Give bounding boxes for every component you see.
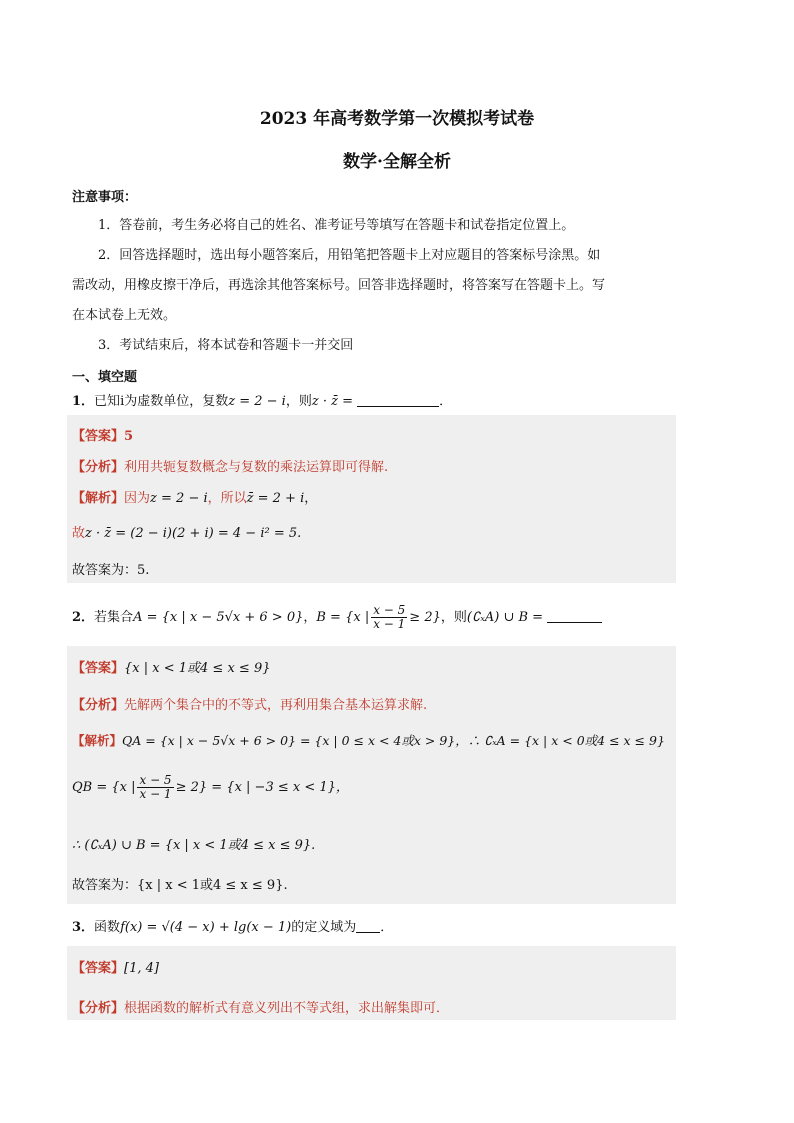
question-2-text: ，: [303, 610, 317, 625]
note-item-1: 1．答卷前，考生务必将自己的姓名、准考证号等填写在答题卡和试卷指定位置上。: [98, 218, 575, 233]
fraction-denominator: x − 1: [373, 617, 406, 631]
solution-text: ，: [304, 491, 318, 506]
solution-math: z̄ = 2 + i: [246, 491, 305, 506]
note-item-2-line-3: 在本试卷上无效。: [72, 308, 177, 323]
note-item-3: 3．考试结束后，将本试卷和答题卡一并交回: [98, 338, 354, 353]
solution-text: ，所以: [207, 491, 247, 506]
question-1-text: ，则: [285, 394, 312, 409]
question-1-i: i: [120, 394, 125, 409]
notes-heading: 注意事项：: [72, 190, 138, 205]
solution-tag: 【解析】: [72, 733, 123, 748]
q1-solution-line-2: [72, 522, 301, 541]
question-3-function: f(x) = √(4 − x) + lg(x − 1): [120, 920, 292, 935]
notes-list: [72, 211, 682, 361]
q2-conclusion: 故答案为：{x | x < 1或4 ≤ x ≤ 9}.: [72, 878, 288, 893]
solution-math: QB = {x |: [72, 780, 136, 795]
q2-analysis: [72, 694, 427, 713]
section-heading: 一、填空题: [72, 370, 138, 385]
fraction-numerator: x − 5: [373, 603, 406, 617]
q2-solution-line-3: [72, 834, 315, 853]
solution-math: ≥ 2} = {x | −3 ≤ x < 1}，: [175, 780, 349, 795]
question-2-set-b: ≥ 2}: [409, 610, 441, 625]
question-1-number: 1．: [72, 394, 95, 409]
solution-text: 因为: [124, 491, 151, 506]
question-1-text: 已知: [94, 394, 121, 409]
question-1: [72, 391, 452, 413]
analysis-tag: 【分析】: [72, 1001, 125, 1016]
solution-tag: 【解析】: [72, 491, 125, 506]
question-2: [72, 604, 602, 632]
analysis-tag: 【分析】: [72, 460, 125, 475]
fraction-numerator: x − 5: [139, 773, 172, 787]
q1-conclusion: 故答案为：5.: [72, 563, 150, 578]
analysis-text: 根据函数的解析式有意义列出不等式组，求出解集即可．: [124, 1001, 450, 1016]
fraction-denominator: x − 1: [139, 787, 172, 801]
answer-value: [1, 4]: [124, 961, 159, 976]
question-3: [72, 917, 393, 939]
solution-text: 故: [72, 526, 86, 541]
question-3-text: 函数: [94, 920, 121, 935]
answer-blank: [356, 918, 380, 933]
solution-math: ∴ (∁ₓA) ∪ B = {x | x < 1或4 ≤ x ≤ 9}.: [72, 838, 316, 853]
question-1-ask: z · z̄ =: [311, 394, 353, 409]
answer-tag: 【答案】: [72, 961, 125, 976]
note-item-2-line-1: 2．回答选择题时，选出每小题答案后，用铅笔把答题卡上对应题目的答案标号涂黑。如: [98, 248, 601, 263]
answer-tag: 【答案】: [72, 661, 125, 676]
question-2-set-b: B = {x |: [316, 610, 370, 625]
question-1-end: ．: [439, 394, 453, 409]
analysis-text: 先解两个集合中的不等式，再利用集合基本运算求解.: [124, 698, 428, 713]
question-3-end: ．: [380, 920, 394, 935]
question-3-number: 3．: [72, 920, 95, 935]
solution-math: z = 2 − i: [150, 491, 208, 506]
analysis-tag: 【分析】: [72, 698, 125, 713]
page-subtitle: 数学·全解全析: [343, 152, 451, 172]
page-title: 2023 年高考数学第一次模拟考试卷: [259, 109, 535, 129]
q3-analysis: [72, 997, 449, 1016]
question-2-text: ，则: [440, 610, 467, 625]
question-1-text: 为虚数单位，复数: [124, 394, 229, 409]
q2-answer: [72, 657, 270, 676]
answer-blank: [547, 608, 602, 623]
q1-solution: [72, 487, 317, 506]
q1-answer: [72, 425, 133, 444]
question-2-number: 2．: [72, 610, 95, 625]
note-item-2-line-2: 需改动，用橡皮擦干净后，再选涂其他答案标号。回答非选择题时，将答案写在答题卡上。写: [72, 278, 606, 293]
answer-value: {x | x < 1或4 ≤ x ≤ 9}: [124, 661, 271, 676]
answer-value: 5: [124, 429, 134, 444]
question-2-set-a: A = {x | x − 5√x + 6 > 0}: [133, 610, 304, 625]
question-3-text: 的定义域为: [291, 920, 357, 935]
question-2-text: 若集合: [94, 610, 134, 625]
q2-solution: [72, 731, 665, 749]
question-2-ask: (∁ₓA) ∪ B =: [466, 610, 544, 625]
q2-solution-line-2: [72, 774, 349, 802]
analysis-text: 利用共轭复数概念与复数的乘法运算即可得解.: [124, 460, 389, 475]
solution-math: z · z̄ = (2 − i)(2 + i) = 4 − i² = 5.: [85, 526, 302, 541]
solution-math: QA = {x | x − 5√x + 6 > 0} = {x | 0 ≤ x < 4或x > 9}，∴ ∁ₓA = {x | x < 0或4 ≤ x ≤ 9}: [122, 733, 665, 748]
q1-analysis: [72, 456, 388, 475]
fraction: [137, 774, 173, 801]
question-1-z: z = 2 − i: [228, 394, 286, 409]
fraction: [371, 604, 407, 631]
answer-blank: [357, 392, 439, 407]
q3-answer: [72, 957, 159, 976]
answer-tag: 【答案】: [72, 429, 125, 444]
